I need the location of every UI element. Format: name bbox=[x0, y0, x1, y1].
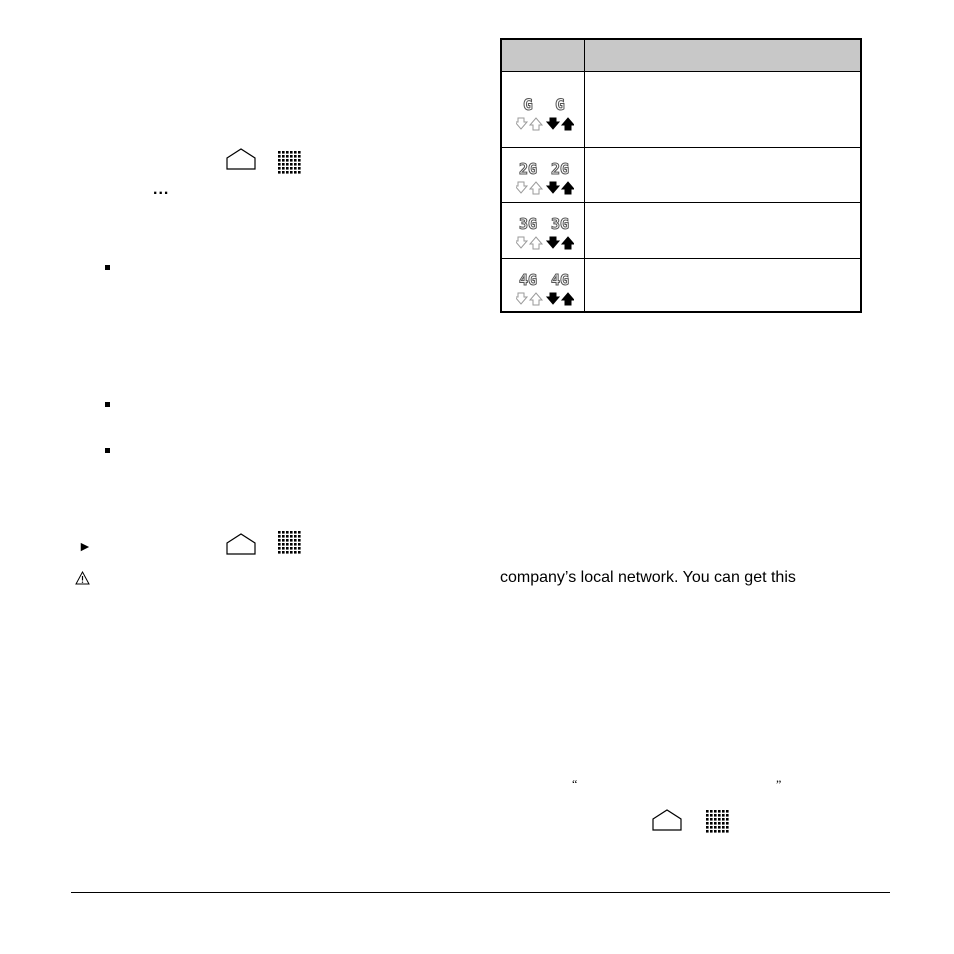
upload-arrow-icon bbox=[562, 293, 574, 305]
4g-data-icon bbox=[516, 267, 574, 307]
upload-arrow-icon bbox=[530, 118, 542, 130]
upload-arrow-icon bbox=[530, 293, 542, 305]
upload-arrow-icon bbox=[530, 237, 542, 249]
network-type-label: 2G bbox=[518, 160, 538, 178]
home-icon bbox=[225, 533, 257, 555]
upload-arrow-icon bbox=[530, 182, 542, 194]
network-type-label: G bbox=[523, 95, 533, 114]
upload-arrow-icon bbox=[562, 182, 574, 194]
network-type-label: 3G bbox=[518, 215, 538, 233]
download-arrow-icon bbox=[547, 237, 559, 248]
footer-rule bbox=[71, 892, 890, 893]
network-type-label: 4G bbox=[518, 271, 538, 289]
3g-data-icon bbox=[516, 211, 574, 251]
network-type-label: 2G bbox=[550, 160, 570, 178]
download-arrow-icon bbox=[547, 182, 559, 193]
upload-arrow-icon bbox=[562, 237, 574, 249]
ellipsis-text: ... bbox=[153, 181, 170, 198]
table-row bbox=[502, 72, 584, 147]
network-type-label: 3G bbox=[550, 215, 570, 233]
bullet-icon bbox=[105, 448, 110, 453]
network-type-label: 4G bbox=[550, 271, 570, 289]
2g-data-icon bbox=[516, 156, 574, 196]
download-arrow-icon bbox=[547, 293, 559, 304]
download-arrow-icon bbox=[516, 293, 527, 304]
apps-grid-icon bbox=[705, 809, 729, 833]
bullet-icon bbox=[105, 402, 110, 407]
home-icon bbox=[225, 148, 257, 170]
warning-icon bbox=[75, 571, 90, 585]
table-header bbox=[502, 40, 860, 72]
bullet-icon bbox=[105, 265, 110, 270]
close-quote: ” bbox=[776, 777, 782, 791]
table-row bbox=[502, 148, 584, 202]
network-type-label: G bbox=[555, 95, 565, 114]
network-icons-table bbox=[500, 38, 862, 313]
upload-arrow-icon bbox=[562, 118, 574, 130]
body-text-line: company’s local network. You can get this bbox=[500, 569, 796, 586]
gprs-data-icon bbox=[516, 92, 574, 132]
step-arrow-marker: ► bbox=[78, 538, 92, 554]
apps-grid-icon bbox=[277, 150, 301, 174]
home-icon bbox=[651, 809, 683, 831]
open-quote: “ bbox=[572, 777, 578, 791]
table-column-divider bbox=[584, 40, 585, 311]
table-row bbox=[502, 203, 584, 258]
apps-grid-icon bbox=[277, 530, 301, 554]
download-arrow-icon bbox=[516, 237, 527, 248]
download-arrow-icon bbox=[547, 118, 559, 129]
table-row bbox=[502, 259, 584, 313]
download-arrow-icon bbox=[516, 118, 527, 129]
download-arrow-icon bbox=[516, 182, 527, 193]
